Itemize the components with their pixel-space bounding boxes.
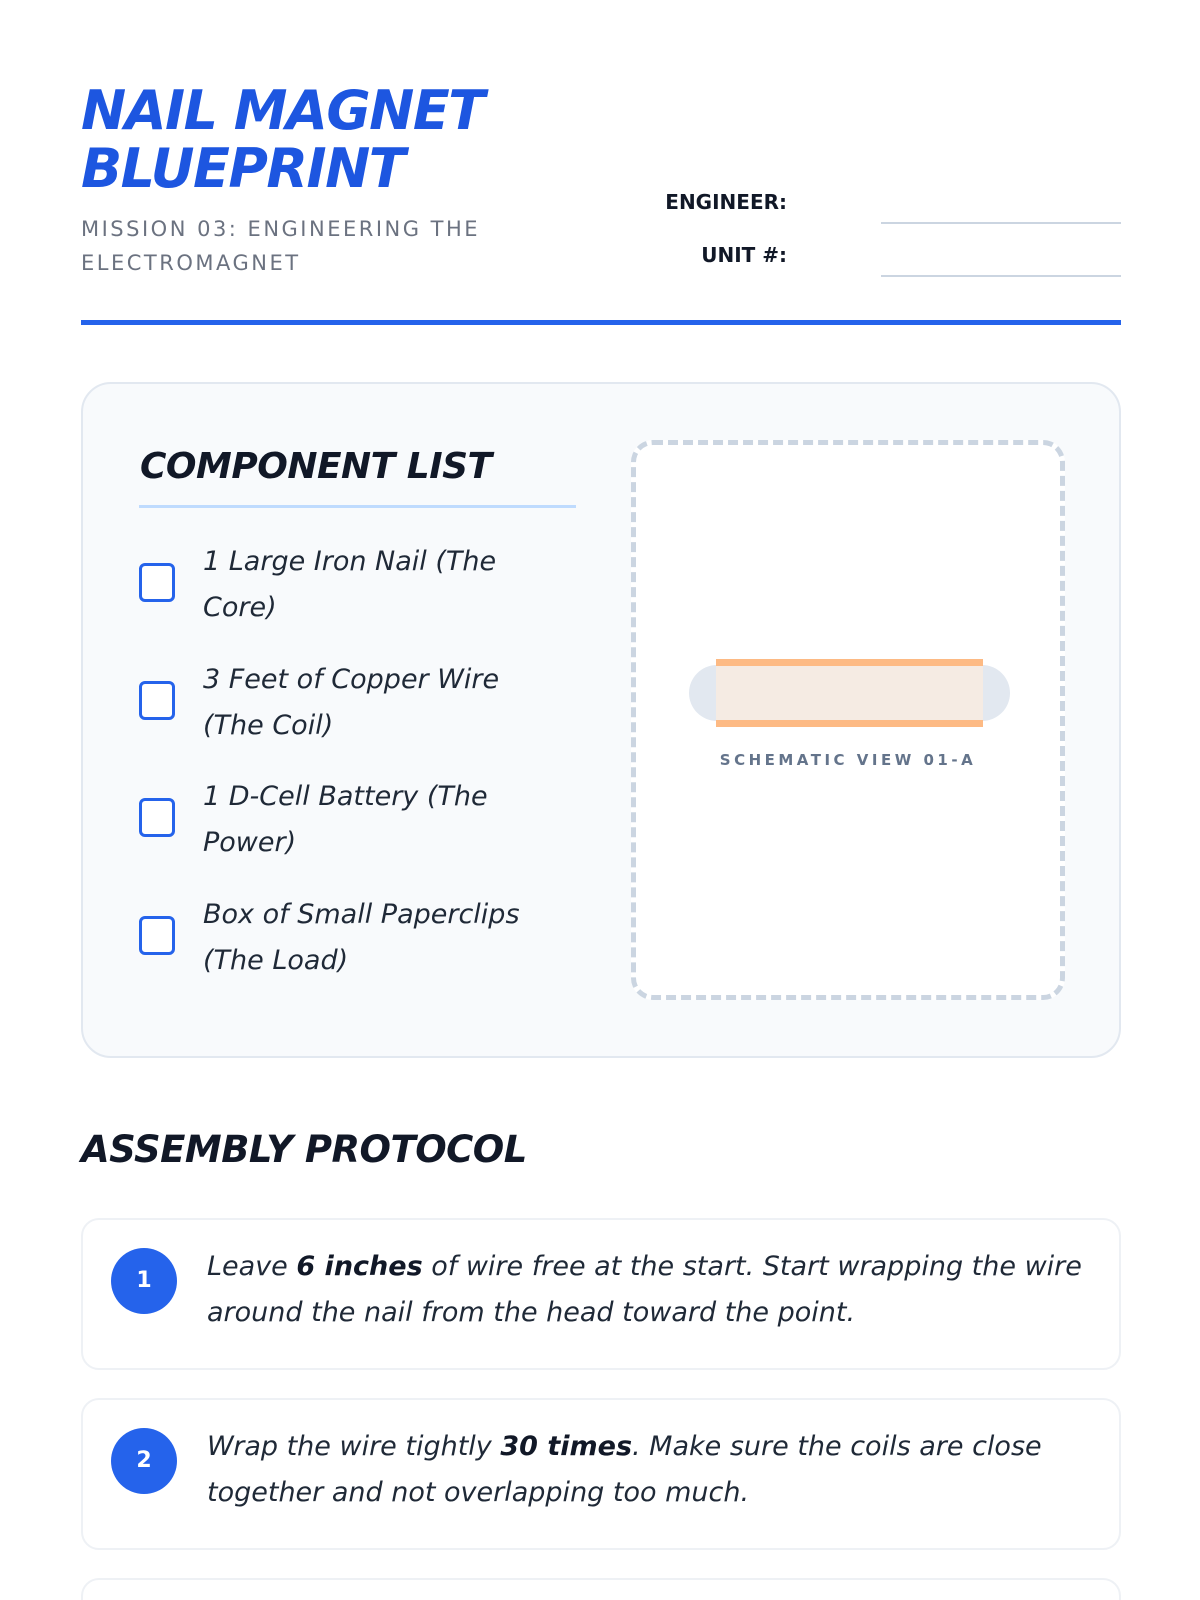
coil-illustration (716, 659, 983, 727)
step-text-pre: Wrap the wire tightly (207, 1431, 501, 1462)
schematic-view (631, 440, 1065, 1000)
component-label: 1 Large Iron Nail (The Core) (203, 546, 497, 623)
unit-field[interactable] (641, 243, 1121, 273)
step-text-bold: 30 times (500, 1431, 633, 1462)
assembly-step (81, 1398, 1121, 1550)
checkbox[interactable] (139, 798, 175, 837)
component-card (81, 382, 1121, 1058)
step-number-badge: 2 (111, 1428, 177, 1494)
assembly-step (81, 1218, 1121, 1370)
component-item[interactable] (139, 539, 539, 635)
component-list-title: COMPONENT LIST (140, 446, 492, 487)
title-line-1: NAIL MAGNET (81, 79, 484, 142)
engineer-input-line[interactable] (881, 222, 1121, 224)
title-line-2: BLUEPRINT (81, 137, 405, 200)
component-item[interactable] (139, 657, 539, 753)
step-text-post: of wire free at the start. Start wrapping the wire around the nail from the head toward the point. (207, 1251, 1082, 1328)
component-item[interactable] (139, 892, 539, 988)
step-text (207, 1424, 1087, 1516)
engineer-label: ENGINEER: (665, 190, 787, 214)
step-text-bold: 6 inches (296, 1251, 423, 1282)
engineer-field[interactable] (641, 190, 1121, 220)
mission-subtitle: MISSION 03: ENGINEERING THE ELECTROMAGNET (81, 217, 481, 275)
component-item[interactable] (139, 774, 539, 870)
checkbox[interactable] (139, 681, 175, 720)
checkbox[interactable] (139, 916, 175, 955)
assembly-protocol-title: ASSEMBLY PROTOCOL (81, 1128, 527, 1171)
header-divider (81, 320, 1121, 325)
schematic-label: SCHEMATIC VIEW 01-A (719, 751, 977, 769)
unit-input-line[interactable] (881, 275, 1121, 277)
header (81, 0, 1121, 330)
unit-label: UNIT #: (701, 243, 787, 267)
worksheet-page (81, 0, 1121, 1508)
checkbox[interactable] (139, 563, 175, 602)
component-title-underline (139, 505, 576, 508)
page-title (81, 79, 484, 200)
assembly-step (81, 1578, 1121, 1600)
component-label: 3 Feet of Copper Wire (The Coil) (203, 664, 500, 741)
step-number-badge: 1 (111, 1248, 177, 1314)
step-text-pre: Leave (207, 1251, 297, 1282)
step-text-post: . Make sure the coils are close together and not overlapping too much. (207, 1431, 1042, 1508)
step-text (207, 1244, 1087, 1336)
component-label: Box of Small Paperclips (The Load) (203, 899, 520, 976)
component-label: 1 D-Cell Battery (The Power) (203, 781, 488, 858)
